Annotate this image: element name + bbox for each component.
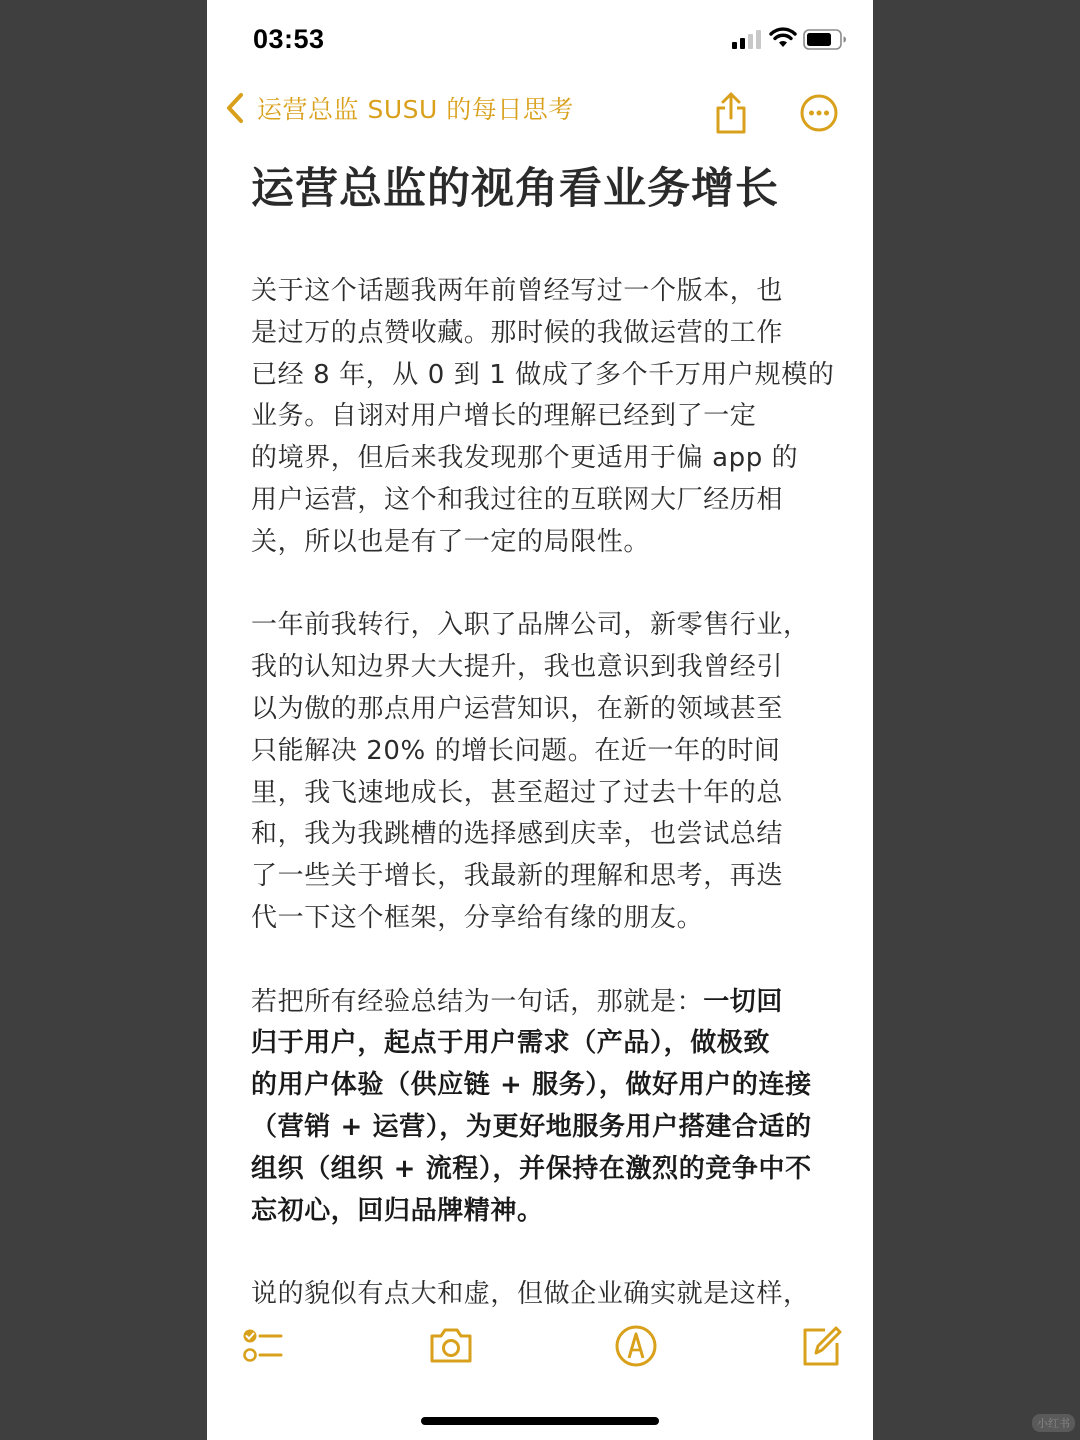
text-line: 只能解决 20% 的增长问题。在近一年的时间 (251, 735, 781, 766)
compose-icon[interactable] (797, 1322, 845, 1370)
navigation-bar (207, 85, 873, 145)
text-line: 我的认知边界大大提升，我也意识到我曾经引 (251, 652, 784, 683)
bold-text: 归于用户，起点于用户需求（产品），做极致 (251, 1028, 771, 1059)
note-body[interactable] (251, 155, 841, 1316)
text-line: 一年前我转行，入职了品牌公司，新零售行业， (251, 610, 810, 641)
battery-icon (803, 29, 847, 50)
text-line: 以为傲的那点用户运营知识，在新的领域甚至 (251, 693, 784, 724)
bold-text: 的用户体验（供应链 + 服务），做好用户的连接 (251, 1070, 812, 1101)
bold-text: 组织（组织 + 流程），并保持在激烈的竞争中不 (251, 1153, 812, 1184)
chevron-left-icon (225, 92, 245, 124)
text-line: 的境界，但后来我发现那个更适用于偏 app 的 (251, 443, 799, 474)
wifi-icon (769, 27, 797, 49)
paragraph-3 (251, 982, 841, 1233)
cellular-signal-icon (732, 30, 762, 49)
paragraph-2 (251, 605, 841, 939)
bold-text: 忘初心，回归品牌精神。 (251, 1195, 544, 1226)
text-line: 已经 8 年，从 0 到 1 做成了多个千万用户规模的 (251, 359, 835, 390)
bold-text: 一切回 (703, 986, 784, 1017)
paragraph-4 (251, 1274, 841, 1316)
text-line: 说的貌似有点大和虚，但做企业确实就是这样， (251, 1279, 810, 1310)
watermark: 小红书 (1032, 1414, 1075, 1432)
note-title: 运营总监的视角看业务增长 (251, 164, 779, 214)
back-button[interactable] (225, 90, 574, 126)
phone-screen (207, 0, 873, 1440)
text-line: 若把所有经验总结为一句话，那就是： (251, 986, 704, 1017)
home-indicator[interactable] (421, 1417, 659, 1425)
back-folder-label: 运营总监 SUSU 的每日思考 (257, 95, 574, 124)
share-icon[interactable] (711, 91, 751, 135)
bottom-toolbar (207, 1322, 873, 1382)
camera-icon[interactable] (427, 1322, 475, 1370)
text-line: 是过万的点赞收藏。那时候的我做运营的工作 (251, 317, 784, 348)
text-line: 业务。自诩对用户增长的理解已经到了一定 (251, 401, 757, 432)
text-line: 关于这个话题我两年前曾经写过一个版本，也 (251, 276, 784, 306)
text-line: 和，我为我跳槽的选择感到庆幸，也尝试总结 (251, 819, 784, 850)
text-line: 关，所以也是有了一定的局限性。 (251, 526, 651, 557)
checklist-icon[interactable] (239, 1322, 287, 1370)
text-line: 用户运营，这个和我过往的互联网大厂经历相 (251, 484, 784, 515)
status-time: 03:53 (253, 24, 325, 54)
paragraph-1 (251, 271, 841, 564)
text-line: 里，我飞速地成长，甚至超过了过去十年的总 (251, 777, 784, 808)
more-icon[interactable] (799, 93, 839, 133)
text-line: 代一下这个框架，分享给有缘的朋友。 (251, 902, 704, 933)
text-line: 了一些关于增长，我最新的理解和思考，再迭 (251, 861, 784, 892)
markup-icon[interactable] (612, 1322, 660, 1370)
status-bar (207, 0, 873, 80)
bold-text: （营销 + 运营），为更好地服务用户搭建合适的 (251, 1111, 812, 1142)
